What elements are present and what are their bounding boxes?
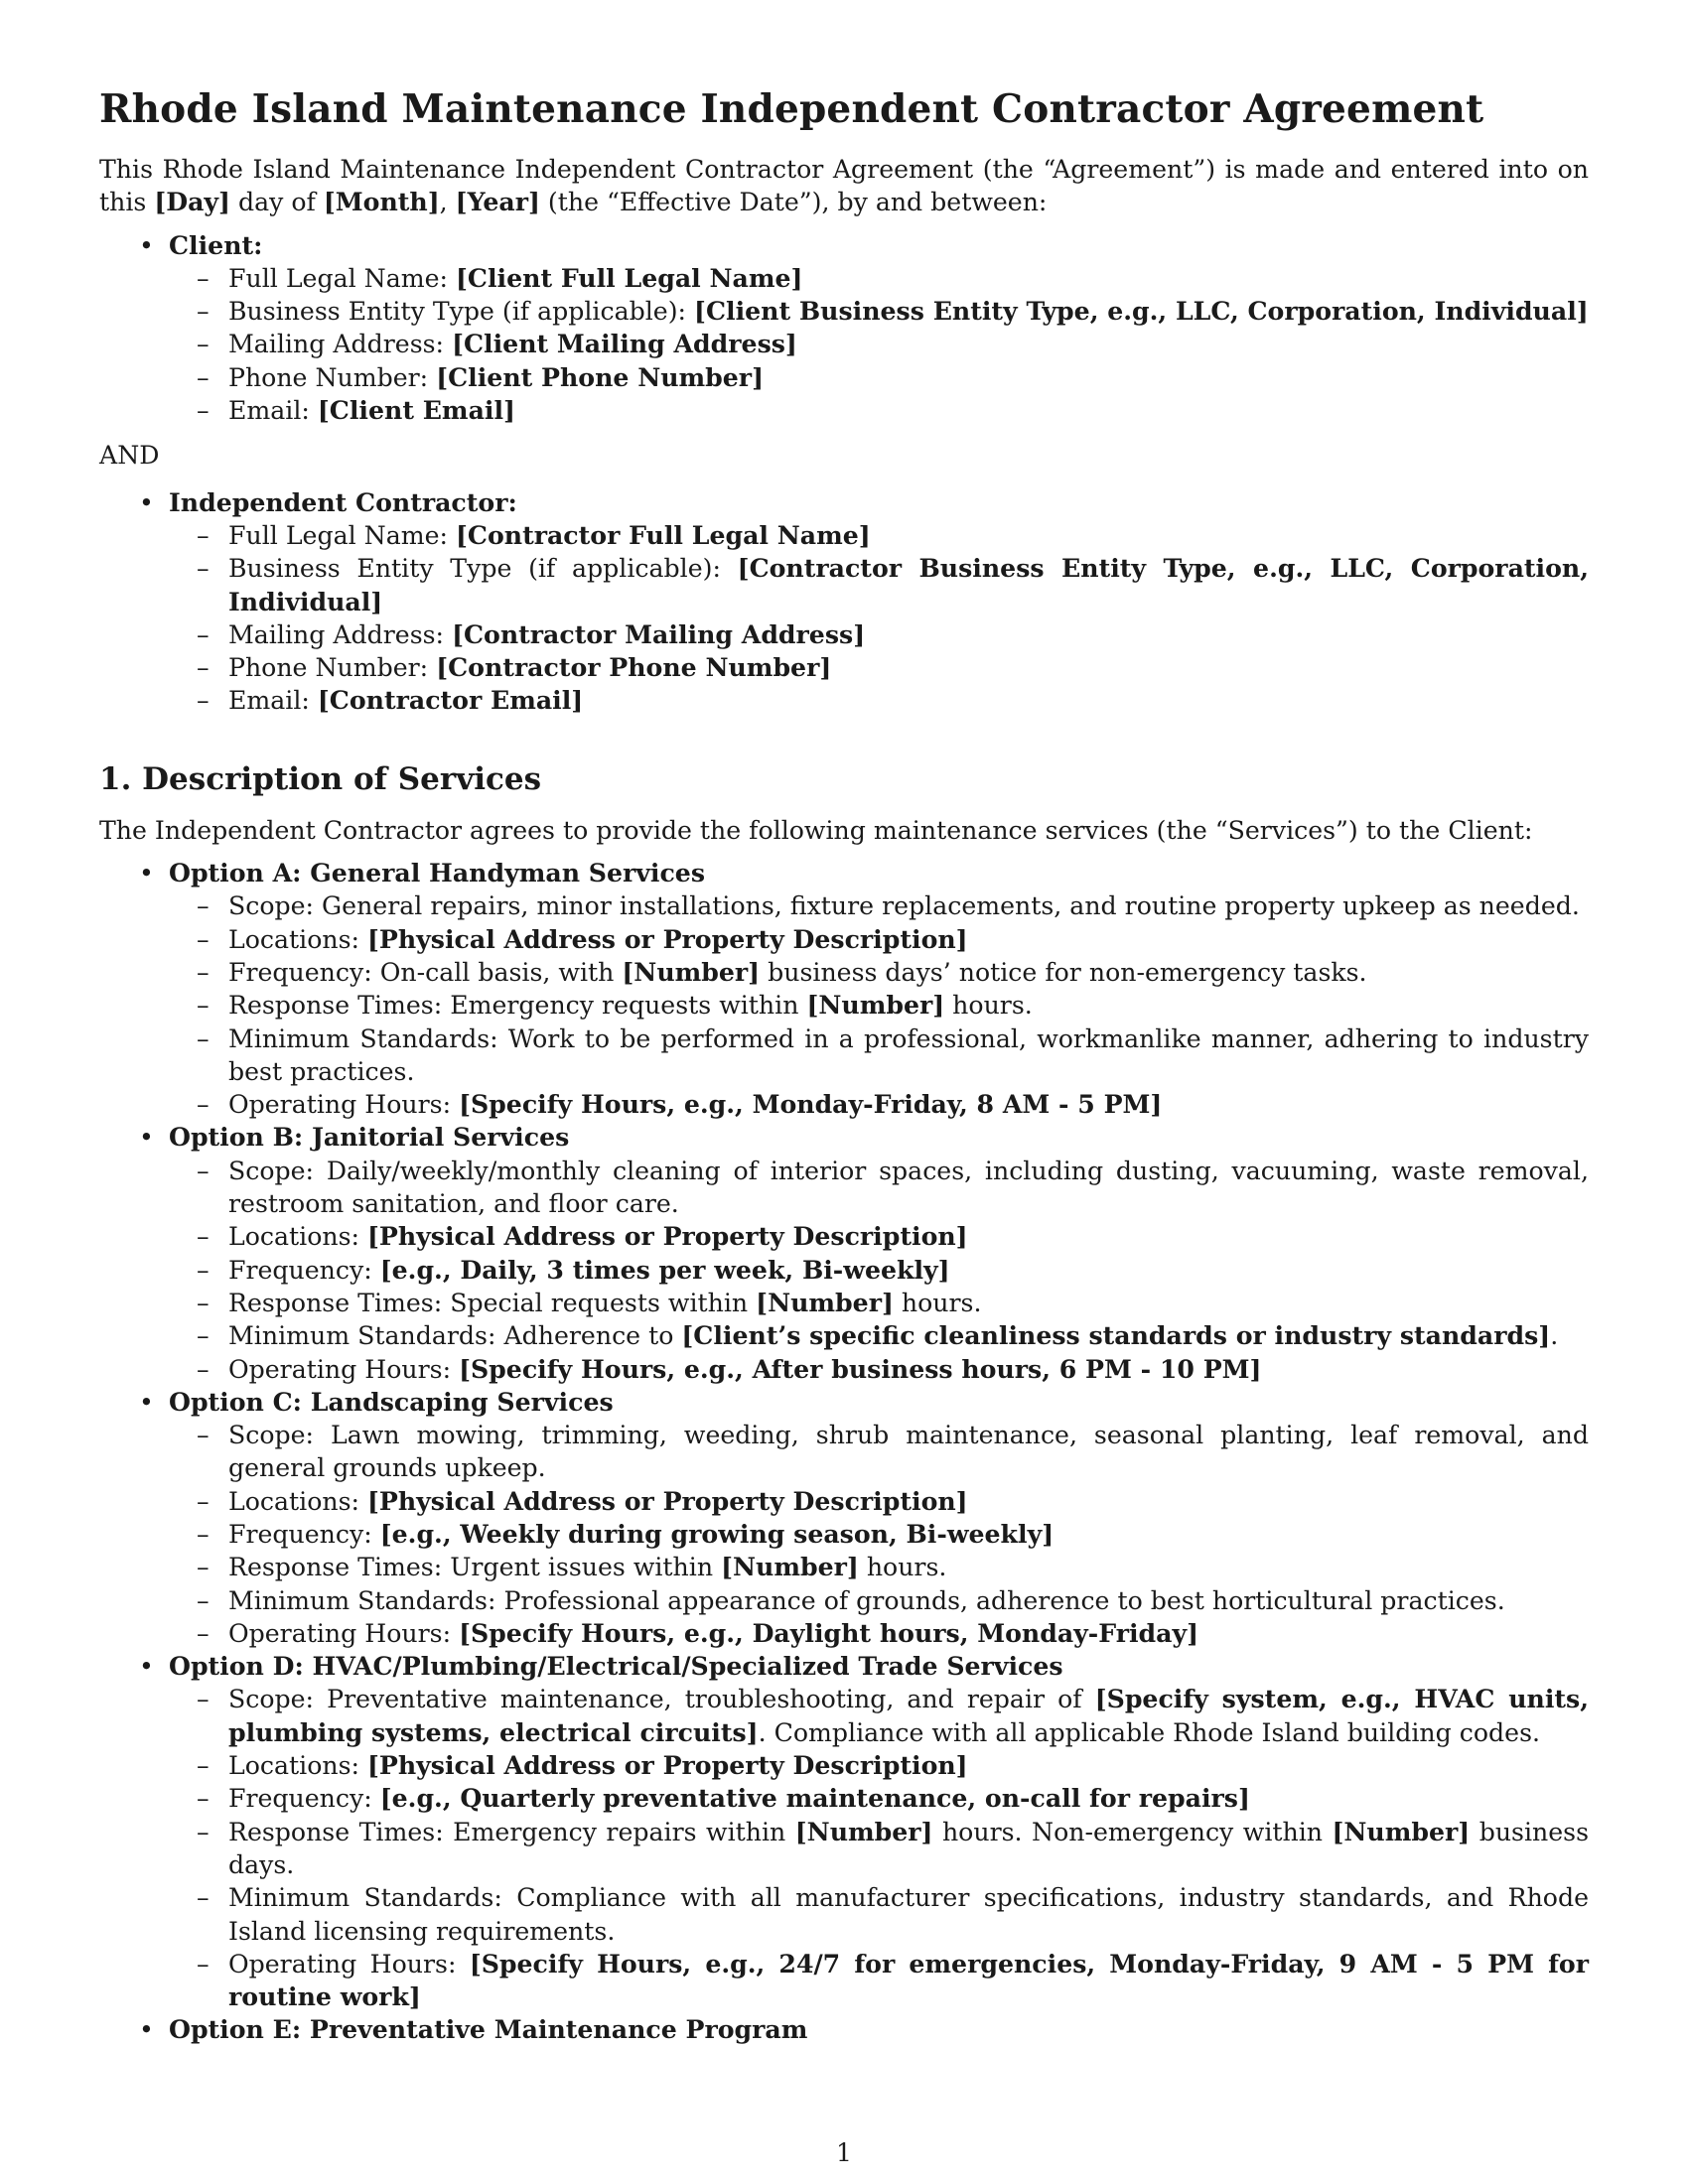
- placeholder-text: [Number]: [794, 1816, 933, 1846]
- service-option-details: [169, 889, 1589, 1121]
- detail-text: hours.: [944, 991, 1033, 1021]
- client-heading: Client:: [169, 229, 263, 260]
- placeholder-text: [Physical Address or Property Description]: [367, 1221, 968, 1252]
- contractor-detail-item: [169, 618, 1589, 651]
- detail-label: Mailing Address:: [228, 619, 453, 649]
- service-detail-item: [169, 923, 1589, 956]
- placeholder-text: [Physical Address or Property Description]: [367, 1485, 968, 1516]
- contractor-detail-item: [169, 552, 1589, 618]
- year-placeholder: [Year]: [455, 187, 540, 217]
- service-option-title: Option B: Janitorial Services: [169, 1122, 570, 1153]
- section-intro: The Independent Contractor agrees to provide the following maintenance services (the “Services”) to the Client:: [99, 815, 1533, 845]
- service-detail-item: [169, 1551, 1589, 1583]
- detail-value: [Client Mailing Address]: [452, 329, 797, 359]
- detail-text: Frequency: On-call basis, with: [228, 957, 623, 987]
- service-detail-item: [169, 889, 1589, 922]
- client-details: [169, 262, 1589, 427]
- detail-text: Locations:: [228, 1486, 367, 1516]
- detail-text: Response Times: Emergency repairs within: [228, 1817, 795, 1846]
- detail-text: Scope: Lawn mowing, trimming, weeding, shrub maintenance, seasonal planting, leaf removal, and general grounds upkeep.: [228, 1421, 1589, 1483]
- detail-text: business days.: [228, 1817, 1590, 1879]
- detail-value: [Contractor Mailing Address]: [452, 618, 866, 649]
- detail-text: Operating Hours:: [228, 1090, 460, 1120]
- detail-label: Full Legal Name:: [228, 263, 456, 293]
- detail-text: hours. Non-emergency within: [932, 1817, 1333, 1846]
- detail-value: [Client Email]: [317, 395, 515, 426]
- section-heading: 1. Description of Services: [99, 760, 542, 797]
- detail-text: Operating Hours:: [228, 1354, 460, 1384]
- service-detail-item: [169, 1220, 1589, 1253]
- service-detail-item: [169, 1816, 1589, 1882]
- detail-value: [Client Full Legal Name]: [456, 262, 803, 293]
- placeholder-text: [Number]: [806, 990, 945, 1021]
- client-detail-item: [169, 295, 1589, 328]
- detail-text: Minimum Standards: Adherence to: [228, 1321, 682, 1351]
- service-option: [99, 1650, 1589, 2013]
- detail-text: Response Times: Emergency requests within: [228, 991, 807, 1021]
- detail-value: [Contractor Business Entity Type, e.g., LLC, Corporation, Individual]: [228, 553, 1589, 616]
- detail-value: [Contractor Email]: [317, 685, 584, 716]
- service-detail-item: [169, 1584, 1589, 1617]
- service-option-details: [169, 1155, 1589, 1386]
- detail-text: hours.: [893, 1288, 982, 1317]
- contractor-heading: Independent Contractor:: [169, 486, 517, 517]
- placeholder-text: [e.g., Weekly during growing season, Bi-weekly]: [379, 1518, 1055, 1549]
- detail-text: Operating Hours:: [228, 1618, 460, 1648]
- detail-label: Phone Number:: [228, 362, 437, 392]
- contractor-detail-item: [169, 651, 1589, 684]
- detail-text: . Compliance with all applicable Rhode Island building codes.: [758, 1717, 1541, 1747]
- detail-text: Operating Hours:: [228, 1949, 470, 1979]
- placeholder-text: [Specify Hours, e.g., Monday-Friday, 8 AM - 5 PM]: [459, 1089, 1163, 1120]
- service-option-details: [169, 1419, 1589, 1650]
- detail-label: Mailing Address:: [228, 330, 453, 359]
- service-detail-item: [169, 989, 1589, 1022]
- detail-text: Minimum Standards: Professional appearance of grounds, adherence to best horticultural practices.: [228, 1585, 1505, 1615]
- service-option-title: Option D: HVAC/Plumbing/Electrical/Specialized Trade Services: [169, 1651, 1063, 1682]
- placeholder-text: [e.g., Daily, 3 times per week, Bi-weekly]: [379, 1254, 950, 1285]
- detail-value: [Client Phone Number]: [436, 361, 764, 392]
- intro-text: (the “Effective Date”), by and between:: [539, 188, 1048, 217]
- service-detail-item: [169, 1881, 1589, 1948]
- document-page: [99, 85, 1589, 2057]
- contractor-detail-item: [169, 519, 1589, 552]
- detail-text: Locations:: [228, 1751, 367, 1781]
- intro-text: day of: [229, 188, 324, 217]
- placeholder-text: [Physical Address or Property Description]: [367, 923, 968, 954]
- detail-label: Email:: [228, 396, 318, 426]
- detail-text: Scope: General repairs, minor installations, fixture replacements, and routine property upkeep as needed.: [228, 891, 1580, 921]
- client-party: [99, 229, 1589, 428]
- detail-text: Frequency:: [228, 1519, 380, 1549]
- placeholder-text: [Specify system, e.g., HVAC units, plumbing systems, electrical circuits]: [228, 1684, 1590, 1747]
- service-detail-item: [169, 1287, 1589, 1319]
- page-number: 1: [836, 2138, 852, 2167]
- and-separator: AND: [99, 441, 160, 471]
- service-detail-item: [169, 1419, 1589, 1485]
- service-detail-item: [169, 1948, 1589, 2014]
- service-detail-item: [169, 1254, 1589, 1287]
- intro-text: This Rhode Island Maintenance Independent Contractor Agreement (the “Agreement”) is made and entered into on this: [99, 155, 1589, 217]
- service-detail-item: [169, 1485, 1589, 1518]
- service-option: [99, 2013, 1589, 2046]
- day-placeholder: [Day]: [154, 187, 230, 217]
- detail-text: Locations:: [228, 1222, 367, 1252]
- detail-text: Minimum Standards: Compliance with all manufacturer specifications, industry standards, and Rhode Island licensing requirements.: [228, 1883, 1589, 1946]
- detail-text: Frequency:: [228, 1784, 380, 1814]
- service-option-title: Option C: Landscaping Services: [169, 1386, 614, 1417]
- service-detail-item: [169, 1749, 1589, 1782]
- placeholder-text: [Number]: [1332, 1816, 1471, 1846]
- detail-text: business days’ notice for non-emergency tasks.: [760, 957, 1367, 987]
- detail-label: Business Entity Type (if applicable):: [228, 297, 695, 327]
- detail-value: [Contractor Phone Number]: [436, 652, 832, 683]
- service-option-title: Option E: Preventative Maintenance Program: [169, 2014, 808, 2045]
- contractor-party-list: [99, 486, 1589, 718]
- placeholder-text: [Physical Address or Property Description]: [367, 1750, 968, 1781]
- client-party-list: [99, 229, 1589, 428]
- detail-text: Scope: Preventative maintenance, troubleshooting, and repair of: [228, 1685, 1095, 1714]
- detail-text: Response Times: Special requests within: [228, 1288, 757, 1317]
- service-option-title: Option A: General Handyman Services: [169, 858, 706, 888]
- service-option: [99, 1121, 1589, 1385]
- detail-text: Locations:: [228, 924, 367, 954]
- detail-text: hours.: [858, 1553, 947, 1582]
- detail-text: Minimum Standards: Work to be performed in a professional, workmanlike manner, adhering to industry best practices.: [228, 1024, 1589, 1086]
- service-option-details: [169, 1683, 1589, 2013]
- service-detail-item: [169, 1617, 1589, 1650]
- placeholder-text: [e.g., Quarterly preventative maintenance, on-call for repairs]: [379, 1783, 1250, 1814]
- service-detail-item: [169, 1518, 1589, 1551]
- client-detail-item: [169, 262, 1589, 295]
- placeholder-text: [Specify Hours, e.g., 24/7 for emergencies, Monday-Friday, 9 AM - 5 PM for routine work]: [228, 1948, 1589, 2012]
- contractor-party: [99, 486, 1589, 718]
- detail-value: [Client Business Entity Type, e.g., LLC, Corporation, Individual]: [694, 296, 1589, 327]
- placeholder-text: [Specify Hours, e.g., Daylight hours, Monday-Friday]: [459, 1617, 1199, 1648]
- service-detail-item: [169, 1782, 1589, 1815]
- placeholder-text: [Number]: [756, 1287, 894, 1317]
- service-detail-item: [169, 1353, 1589, 1386]
- placeholder-text: [Specify Hours, e.g., After business hours, 6 PM - 10 PM]: [459, 1353, 1262, 1384]
- intro-paragraph: [99, 153, 1589, 219]
- service-detail-item: [169, 1683, 1589, 1749]
- client-detail-item: [169, 394, 1589, 427]
- detail-label: Phone Number:: [228, 653, 437, 683]
- detail-text: .: [1550, 1321, 1559, 1351]
- placeholder-text: [Number]: [622, 956, 761, 987]
- client-detail-item: [169, 328, 1589, 360]
- detail-text: Response Times: Urgent issues within: [228, 1553, 722, 1582]
- detail-text: Frequency:: [228, 1255, 380, 1285]
- service-option: [99, 1386, 1589, 1650]
- placeholder-text: [Client’s specific cleanliness standards or industry standards]: [681, 1320, 1551, 1351]
- detail-text: Scope: Daily/weekly/monthly cleaning of interior spaces, including dusting, vacuuming, waste removal, restroom sanitation, and floor care.: [228, 1156, 1589, 1219]
- service-detail-item: [169, 956, 1589, 989]
- detail-value: [Contractor Full Legal Name]: [456, 519, 871, 550]
- placeholder-text: [Number]: [721, 1552, 859, 1582]
- service-detail-item: [169, 1088, 1589, 1121]
- month-placeholder: [Month]: [323, 187, 440, 217]
- contractor-detail-item: [169, 684, 1589, 717]
- contractor-details: [169, 519, 1589, 718]
- document-title: Rhode Island Maintenance Independent Contractor Agreement: [99, 86, 1484, 132]
- detail-label: Email:: [228, 686, 318, 716]
- service-options-list: [99, 857, 1589, 2047]
- client-detail-item: [169, 361, 1589, 394]
- intro-text: ,: [439, 188, 456, 217]
- detail-label: Full Legal Name:: [228, 520, 456, 550]
- service-option: [99, 857, 1589, 1121]
- service-detail-item: [169, 1319, 1589, 1352]
- detail-label: Business Entity Type (if applicable):: [228, 554, 738, 584]
- service-detail-item: [169, 1023, 1589, 1089]
- service-detail-item: [169, 1155, 1589, 1221]
